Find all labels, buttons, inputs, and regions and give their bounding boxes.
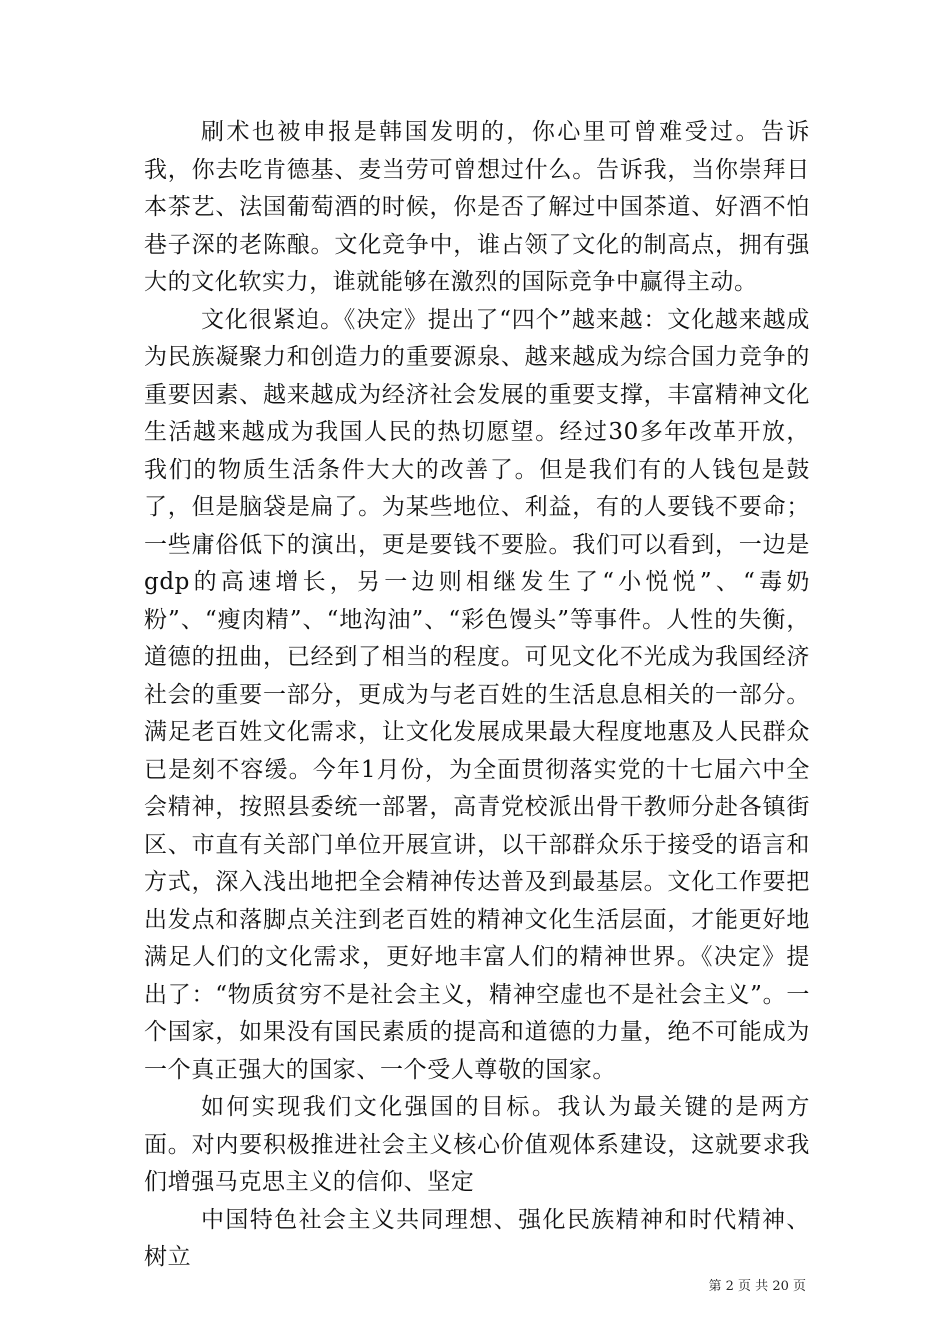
paragraph-1: 刷术也被申报是韩国发明的，你心里可曾难受过。告诉我，你去吃肯德基、麦当劳可曾想过什么。告诉我，当你崇拜日本茶艺、法国葡萄酒的时候，你是否了解过中国茶道、好酒不怕巷子深的老陈酿。文化竞争中，谁占领了文化的制高点，拥有强大的文化软实力，谁就能够在激烈的国际竞争中赢得主动。 [144,119,810,295]
paragraph-3: 如何实现我们文化强国的目标。我认为最关键的是两方面。对内要积极推进社会主义核心价值观体系建设，这就要求我们增强马克思主义的信仰、坚定 [144,1094,810,1195]
paragraph-4: 中国特色社会主义共同理想、强化民族精神和时代精神、树立 [144,1206,810,1270]
page-number: 第 2 页 共 20 页 [708,1279,806,1294]
document-body [144,114,810,1277]
paragraph-2: 文化很紧迫。《决定》提出了“四个”越来越：文化越来越成为民族凝聚力和创造力的重要源泉、越来越成为综合国力竞争的重要因素、越来越成为经济社会发展的重要支撑，丰富精神文化生活越来越成为我国人民的热切愿望。经过30多年改革开放，我们的物质生活条件大大的改善了。但是我们有的人钱包是鼓了，但是脑袋是扁了。为某些地位、利益，有的人要钱不要命；一些庸俗低下的演出，更是要钱不要脸。我们可以看到，一边是gdp的高速增长，另一边则相继发生了“小悦悦”、“毒奶粉”、“瘦肉精”、“地沟油”、“彩色馒头”等事件。人性的失衡，道德的扭曲，已经到了相当的程度。可见文化不光成为我国经济社会的重要一部分，更成为与老百姓的生活息息相关的一部分。满足老百姓文化需求，让文化发展成果最大程度地惠及人民群众已是刻不容缓。今年1月份，为全面贯彻落实党的十七届六中全会精神，按照县委统一部署，高青党校派出骨干教师分赴各镇街区、市直有关部门单位开展宣讲，以干部群众乐于接受的语言和方式，深入浅出地把全会精神传达普及到最基层。文化工作要把出发点和落脚点关注到老百姓的精神文化生活层面，才能更好地满足人们的文化需求，更好地丰富人们的精神世界。《决定》提出了：“物质贫穷不是社会主义，精神空虚也不是社会主义”。一个国家，如果没有国民素质的提高和道德的力量，绝不可能成为一个真正强大的国家、一个受人尊敬的国家。 [144,306,810,1083]
